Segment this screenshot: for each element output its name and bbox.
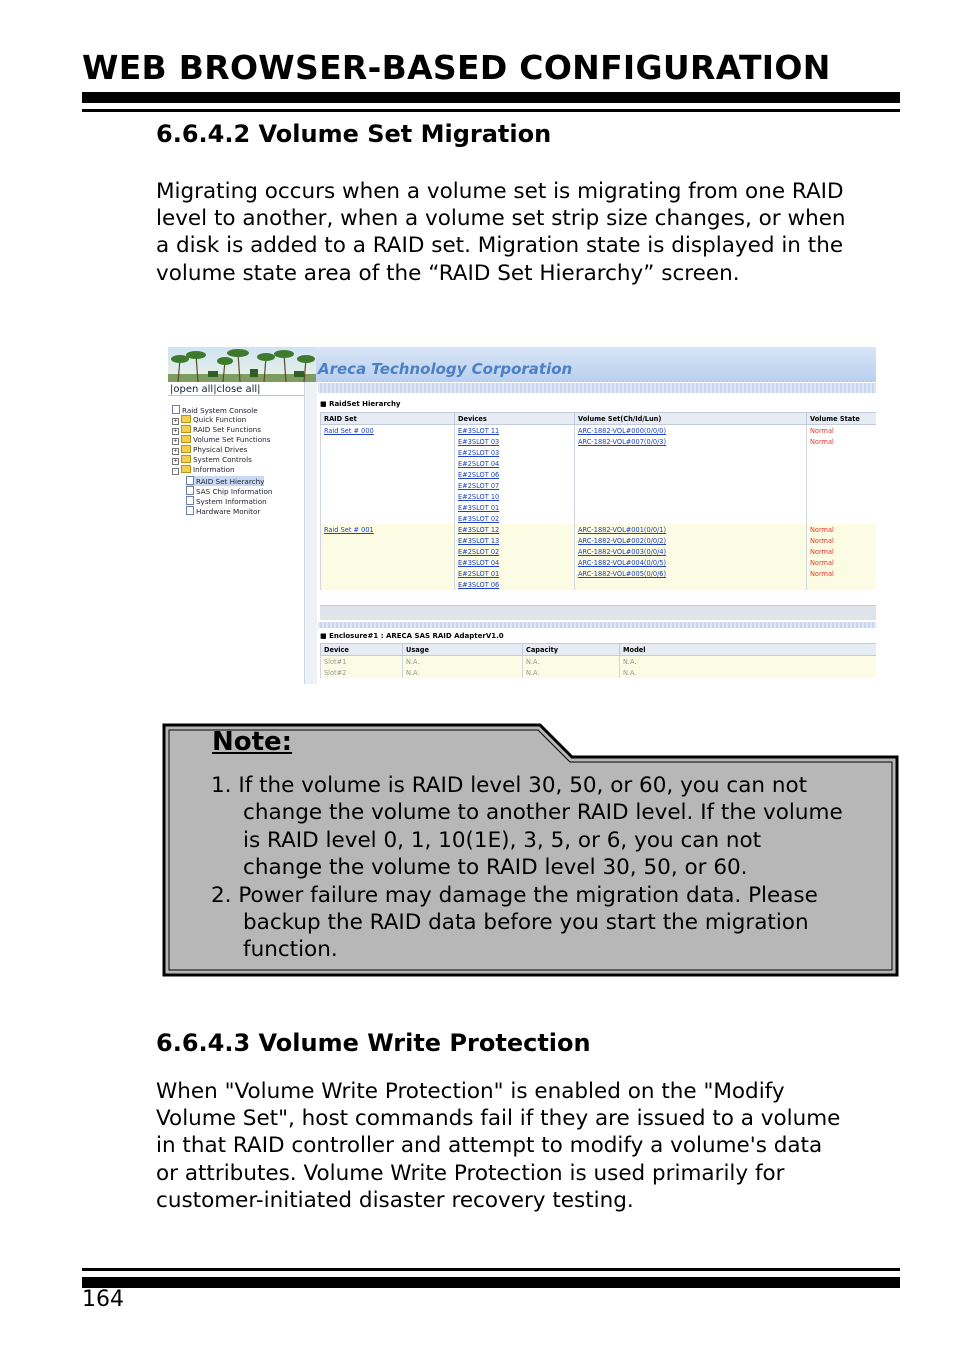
paragraph-line: customer-initiated disaster recovery testing. <box>156 1187 634 1213</box>
raidset-hierarchy-title: ■ RaidSet Hierarchy <box>320 400 401 408</box>
tree-item-raid-set-hierarchy[interactable]: RAID Set Hierarchy <box>186 476 264 486</box>
table-row <box>321 513 877 524</box>
header-rule-thick <box>82 92 900 103</box>
table-cell: N.A. <box>523 667 620 678</box>
table-row <box>321 579 877 590</box>
device-link[interactable]: E#3SLOT 03 <box>458 437 500 446</box>
page-icon <box>186 486 194 495</box>
table-cell <box>455 436 575 447</box>
palm-trees-banner-image <box>168 347 316 382</box>
table-cell <box>575 480 807 491</box>
table-row <box>321 491 877 502</box>
tree-item-hardware-monitor[interactable]: Hardware Monitor <box>186 506 260 516</box>
table-cell <box>321 557 455 568</box>
table-cell <box>455 480 575 491</box>
page-header-title: WEB BROWSER-BASED CONFIGURATION <box>82 48 831 87</box>
table-cell <box>807 557 877 568</box>
paragraph-line: in that RAID controller and attempt to modify a volume's data <box>156 1133 823 1159</box>
table-cell: Slot#2 <box>321 667 403 678</box>
write-protection-paragraph <box>156 1078 901 1214</box>
table-cell <box>321 491 455 502</box>
table-cell <box>455 425 575 437</box>
table-cell <box>321 502 455 513</box>
column-header: Volume State <box>807 413 877 425</box>
table-cell <box>807 524 877 535</box>
table-row <box>321 568 877 579</box>
enclosure-table <box>320 643 876 678</box>
paragraph-line: a disk is added to a RAID set. Migration state is displayed in the <box>156 233 844 259</box>
table-row[interactable] <box>321 656 877 668</box>
volume-set-link[interactable]: ARC-1882-VOL#007(0/0/3) <box>578 437 667 446</box>
migration-paragraph <box>156 178 901 287</box>
table-cell <box>807 469 877 480</box>
footer-rule-thin <box>82 1268 900 1271</box>
brand-name: Areca Technology Corporation <box>318 360 573 378</box>
table-cell <box>455 513 575 524</box>
column-header: Devices <box>455 413 575 425</box>
nav-divider <box>168 395 304 396</box>
collapse-icon: - <box>172 468 179 475</box>
note-line: backup the RAID data before you start the migration <box>243 910 809 936</box>
raid-hierarchy-screenshot <box>168 347 876 684</box>
page-number: 164 <box>82 1287 124 1312</box>
table-row <box>321 480 877 491</box>
column-header: Volume Set(Ch/Id/Lun) <box>575 413 807 425</box>
folder-icon <box>181 435 191 443</box>
table-cell <box>807 447 877 458</box>
column-header: RAID Set <box>321 413 455 425</box>
column-header: Model <box>620 644 877 656</box>
table-cell <box>575 469 807 480</box>
table-cell <box>321 458 455 469</box>
tree-item-quick-function[interactable]: + Quick Function <box>173 415 247 424</box>
expand-icon: + <box>173 448 178 454</box>
header-rule-thin <box>82 109 900 112</box>
table-cell <box>321 535 455 546</box>
enclosure-title: ■ Enclosure#1 : ARECA SAS RAID AdapterV1.0 <box>320 632 504 640</box>
table-row <box>321 546 877 557</box>
volume-state-text: Normal <box>810 437 834 446</box>
volume-set-link[interactable]: ARC-1882-VOL#005(0/0/6) <box>578 569 667 578</box>
table-cell <box>575 436 807 447</box>
folder-open-icon <box>181 465 191 473</box>
device-link[interactable]: E#3SLOT 06 <box>458 580 500 589</box>
table-row <box>321 458 877 469</box>
table-cell <box>455 535 575 546</box>
note-line: 1. If the volume is RAID level 30, 50, or 60, you can not <box>211 773 808 798</box>
table-cell <box>807 513 877 524</box>
paragraph-line: or attributes. Volume Write Protection is used primarily for <box>156 1160 785 1186</box>
note-line: 2. Power failure may damage the migration data. Please <box>211 882 818 908</box>
table-cell <box>455 447 575 458</box>
table-cell <box>321 568 455 579</box>
table-cell <box>575 447 807 458</box>
table-cell <box>807 546 877 557</box>
device-link[interactable]: E#3SLOT 01 <box>458 503 500 512</box>
main-content-pane <box>318 382 876 684</box>
table-cell <box>575 491 807 502</box>
device-link[interactable]: E#2SLOT 03 <box>458 448 500 457</box>
table-cell <box>321 447 455 458</box>
table-cell <box>575 568 807 579</box>
table-cell <box>455 458 575 469</box>
table-row <box>321 436 877 447</box>
note-line: change the volume to another RAID level. If the volume <box>243 800 843 826</box>
tree-item-physical-drives[interactable]: + Physical Drives <box>173 445 248 454</box>
hierarchy-footer-bar <box>320 605 876 620</box>
expand-icon: + <box>173 418 178 424</box>
folder-icon <box>181 455 191 463</box>
folder-icon <box>181 425 191 433</box>
open-close-all-links[interactable]: |open all|close all| <box>170 384 261 395</box>
table-row <box>321 535 877 546</box>
table-cell <box>575 425 807 437</box>
device-link[interactable]: E#3SLOT 12 <box>458 525 500 534</box>
table-row <box>321 524 877 535</box>
device-link[interactable]: E#2SLOT 04 <box>458 459 500 468</box>
table-cell <box>575 502 807 513</box>
note-title: Note: <box>212 727 293 757</box>
table-cell <box>455 557 575 568</box>
table-row <box>321 502 877 513</box>
table-row <box>321 469 877 480</box>
device-link[interactable]: E#3SLOT 02 <box>458 514 500 523</box>
table-cell <box>807 535 877 546</box>
table-cell <box>575 579 807 590</box>
volume-set-link[interactable]: ARC-1882-VOL#000(0/0/0) <box>578 426 667 435</box>
table-cell <box>807 579 877 590</box>
top-stripe <box>318 383 876 393</box>
device-link[interactable]: E#2SLOT 06 <box>458 470 500 479</box>
volume-set-link[interactable]: ARC-1882-VOL#003(0/0/4) <box>578 547 667 556</box>
raid-hierarchy-table <box>320 412 876 590</box>
table-row <box>321 425 877 437</box>
table-row[interactable] <box>321 667 877 678</box>
folder-icon <box>181 445 191 453</box>
table-cell <box>807 436 877 447</box>
brand-banner <box>316 347 876 382</box>
table-cell: N.A. <box>620 656 877 668</box>
device-link[interactable]: E#2SLOT 07 <box>458 481 500 490</box>
column-header: Capacity <box>523 644 620 656</box>
table-cell <box>455 568 575 579</box>
note-line: is RAID level 0, 1, 10(1E), 3, 5, or 6, you can not <box>243 827 762 853</box>
table-cell: Slot#1 <box>321 656 403 668</box>
table-cell <box>575 458 807 469</box>
volume-state-text: Normal <box>810 536 834 545</box>
table-cell: N.A. <box>523 656 620 668</box>
volume-state-text: Normal <box>810 558 834 567</box>
tree-item-sas-chip-information[interactable]: SAS Chip Information <box>186 486 272 496</box>
table-cell <box>455 491 575 502</box>
table-cell <box>455 469 575 480</box>
section-heading-write-protection: 6.6.4.3 Volume Write Protection <box>156 1029 591 1057</box>
device-link[interactable]: E#3SLOT 04 <box>458 558 500 567</box>
table-cell <box>807 425 877 437</box>
note-list <box>211 772 843 964</box>
raid-set-link[interactable]: Raid Set # 001 <box>324 525 374 534</box>
expand-icon: + <box>173 428 178 434</box>
table-cell <box>575 535 807 546</box>
device-link[interactable]: E#2SLOT 02 <box>458 547 500 556</box>
page-icon <box>186 506 194 515</box>
table-cell: N.A. <box>403 656 523 668</box>
page-icon <box>186 476 194 485</box>
table-cell <box>575 524 807 535</box>
tree-item-system-information[interactable]: System Information <box>186 496 267 506</box>
page-icon <box>186 496 194 505</box>
table-cell <box>321 436 455 447</box>
table-cell <box>321 524 455 535</box>
table-cell <box>807 568 877 579</box>
tree-item-volume-set-functions[interactable]: + Volume Set Functions <box>173 435 271 444</box>
volume-state-text: Normal <box>810 569 834 578</box>
section-heading-migration: 6.6.4.2 Volume Set Migration <box>156 120 552 148</box>
paragraph-line: Volume Set", host commands fail if they are issued to a volume <box>156 1106 841 1132</box>
tree-item-system-controls[interactable]: + System Controls <box>173 455 252 464</box>
raid-set-link[interactable]: Raid Set # 000 <box>324 426 374 435</box>
table-cell <box>575 557 807 568</box>
volume-set-link[interactable]: ARC-1882-VOL#002(0/0/2) <box>578 536 667 545</box>
table-cell <box>455 502 575 513</box>
table-cell <box>455 546 575 557</box>
table-cell <box>321 425 455 437</box>
volume-state-text: Normal <box>810 525 834 534</box>
table-cell <box>575 513 807 524</box>
tree-item-information[interactable]: - Information <box>172 465 235 475</box>
table-cell <box>321 579 455 590</box>
volume-set-link[interactable]: ARC-1882-VOL#001(0/0/1) <box>578 525 667 534</box>
table-cell <box>807 502 877 513</box>
device-link[interactable]: E#3SLOT 11 <box>458 426 500 435</box>
expand-icon: + <box>173 458 178 464</box>
volume-set-link[interactable]: ARC-1882-VOL#004(0/0/5) <box>578 558 667 567</box>
table-cell <box>455 579 575 590</box>
table-cell <box>321 546 455 557</box>
tree-item-raid-set-functions[interactable]: + RAID Set Functions <box>173 425 261 434</box>
table-row <box>321 557 877 568</box>
column-header: Usage <box>403 644 523 656</box>
note-line: change the volume to RAID level 30, 50, or 60. <box>243 855 748 881</box>
table-cell: N.A. <box>403 667 523 678</box>
device-link[interactable]: E#2SLOT 10 <box>458 492 500 501</box>
nav-scrollbar[interactable] <box>304 382 317 684</box>
folder-icon <box>181 415 191 423</box>
paragraph-line: Migrating occurs when a volume set is migrating from one RAID <box>156 179 844 204</box>
tree-item-console[interactable]: Raid System Console <box>172 405 258 415</box>
expand-icon: + <box>173 438 178 444</box>
paragraph-line: level to another, when a volume set strip size changes, or when <box>156 206 846 232</box>
volume-state-text: Normal <box>810 547 834 556</box>
device-link[interactable]: E#3SLOT 13 <box>458 536 500 545</box>
paragraph-line: When "Volume Write Protection" is enabled on the "Modify <box>156 1079 785 1104</box>
section-stripe <box>318 622 876 628</box>
table-cell <box>575 546 807 557</box>
column-header: Device <box>321 644 403 656</box>
footer-rule-thick <box>82 1277 900 1288</box>
note-line: function. <box>243 937 338 963</box>
paragraph-line: volume state area of the “RAID Set Hierarchy” screen. <box>156 260 740 286</box>
volume-state-text: Normal <box>810 426 834 435</box>
table-cell <box>807 458 877 469</box>
table-cell <box>321 469 455 480</box>
table-cell <box>807 491 877 502</box>
device-link[interactable]: E#2SLOT 01 <box>458 569 500 578</box>
table-cell <box>455 524 575 535</box>
table-row <box>321 447 877 458</box>
table-cell <box>321 513 455 524</box>
console-icon <box>172 405 180 414</box>
table-cell <box>807 480 877 491</box>
table-cell <box>321 480 455 491</box>
table-cell: N.A. <box>620 667 877 678</box>
